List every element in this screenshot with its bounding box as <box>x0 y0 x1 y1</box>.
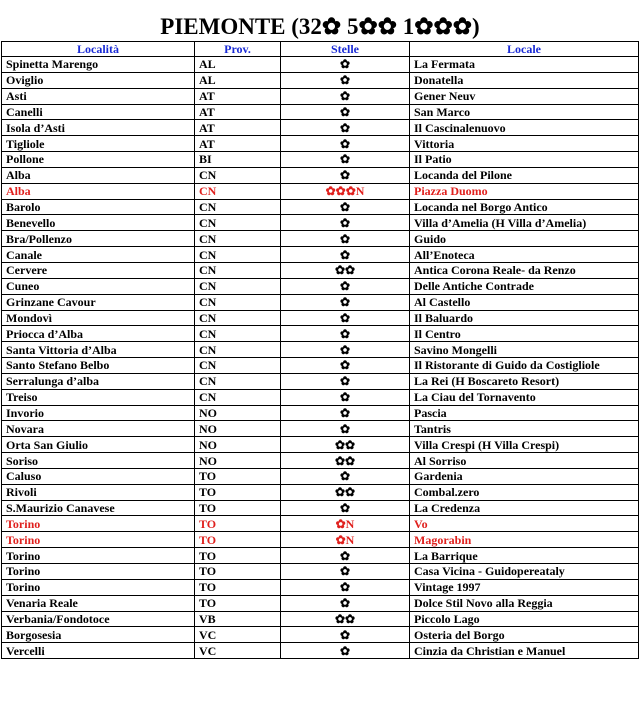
cell-stelle: ✿ <box>281 548 410 564</box>
cell-locale: Dolce Stil Novo alla Reggia <box>410 595 639 611</box>
cell-prov: CN <box>195 278 281 294</box>
cell-localita: Isola d’Asti <box>2 120 195 136</box>
cell-localita: Spinetta Marengo <box>2 57 195 73</box>
cell-localita: Mondovì <box>2 310 195 326</box>
cell-stelle: ✿ <box>281 579 410 595</box>
cell-locale: La Ciau del Tornavento <box>410 389 639 405</box>
table-row <box>2 104 639 120</box>
cell-locale: Tantris <box>410 421 639 437</box>
table-row <box>2 532 639 548</box>
cell-stelle: ✿ <box>281 104 410 120</box>
cell-stelle: ✿ <box>281 199 410 215</box>
table-row <box>2 627 639 643</box>
table-row <box>2 611 639 627</box>
cell-locale: Villa d’Amelia (H Villa d’Amelia) <box>410 215 639 231</box>
table-row <box>2 342 639 358</box>
cell-stelle: ✿ <box>281 358 410 374</box>
cell-stelle: ✿ <box>281 152 410 168</box>
cell-prov: TO <box>195 500 281 516</box>
cell-prov: AT <box>195 88 281 104</box>
cell-stelle: ✿✿ <box>281 611 410 627</box>
cell-locale: Locanda nel Borgo Antico <box>410 199 639 215</box>
cell-localita: Alba <box>2 183 195 199</box>
cell-stelle: ✿✿ <box>281 453 410 469</box>
cell-locale: Vintage 1997 <box>410 579 639 595</box>
cell-prov: CN <box>195 231 281 247</box>
cell-localita: Canelli <box>2 104 195 120</box>
cell-localita: Canale <box>2 247 195 263</box>
cell-localita: Orta San Giulio <box>2 437 195 453</box>
table-row <box>2 199 639 215</box>
table-row <box>2 120 639 136</box>
cell-prov: TO <box>195 595 281 611</box>
cell-locale: La Barrique <box>410 548 639 564</box>
table-row <box>2 247 639 263</box>
cell-stelle: ✿ <box>281 627 410 643</box>
cell-locale: Casa Vicina - Guidopereataly <box>410 564 639 580</box>
cell-prov: BI <box>195 152 281 168</box>
table-row <box>2 373 639 389</box>
cell-localita: Torino <box>2 579 195 595</box>
cell-localita: Cervere <box>2 262 195 278</box>
cell-locale: Il Patio <box>410 152 639 168</box>
cell-localita: Santa Vittoria d’Alba <box>2 342 195 358</box>
cell-localita: Priocca d’Alba <box>2 326 195 342</box>
cell-stelle: ✿ <box>281 389 410 405</box>
cell-locale: All’Enoteca <box>410 247 639 263</box>
cell-prov: NO <box>195 437 281 453</box>
cell-stelle: ✿ <box>281 643 410 659</box>
cell-prov: AL <box>195 57 281 73</box>
cell-prov: TO <box>195 532 281 548</box>
cell-localita: Venaria Reale <box>2 595 195 611</box>
cell-prov: TO <box>195 468 281 484</box>
cell-localita: Grinzane Cavour <box>2 294 195 310</box>
cell-locale: Piazza Duomo <box>410 183 639 199</box>
table-row <box>2 548 639 564</box>
cell-prov: TO <box>195 548 281 564</box>
cell-locale: Gardenia <box>410 468 639 484</box>
cell-stelle: ✿ <box>281 231 410 247</box>
cell-locale: Locanda del Pilone <box>410 167 639 183</box>
cell-localita: Serralunga d’alba <box>2 373 195 389</box>
table-row <box>2 278 639 294</box>
cell-localita: Soriso <box>2 453 195 469</box>
cell-stelle: ✿✿ <box>281 437 410 453</box>
cell-prov: CN <box>195 199 281 215</box>
cell-stelle: ✿✿ <box>281 484 410 500</box>
table-row <box>2 516 639 532</box>
cell-prov: TO <box>195 579 281 595</box>
cell-locale: Combal.zero <box>410 484 639 500</box>
cell-locale: Il Ristorante di Guido da Costigliole <box>410 358 639 374</box>
cell-stelle: ✿ <box>281 595 410 611</box>
cell-locale: Pascia <box>410 405 639 421</box>
cell-stelle: ✿ <box>281 167 410 183</box>
table-body <box>2 57 639 659</box>
cell-prov: CN <box>195 310 281 326</box>
table-row <box>2 136 639 152</box>
table-row <box>2 564 639 580</box>
cell-locale: Vittoria <box>410 136 639 152</box>
cell-prov: CN <box>195 358 281 374</box>
table-row <box>2 468 639 484</box>
cell-stelle: ✿ <box>281 421 410 437</box>
cell-locale: La Fermata <box>410 57 639 73</box>
cell-localita: Santo Stefano Belbo <box>2 358 195 374</box>
cell-stelle: ✿ <box>281 373 410 389</box>
cell-stelle: ✿ <box>281 57 410 73</box>
table-row <box>2 310 639 326</box>
table-row <box>2 294 639 310</box>
cell-stelle: ✿ <box>281 342 410 358</box>
cell-locale: Antica Corona Reale- da Renzo <box>410 262 639 278</box>
cell-prov: AT <box>195 120 281 136</box>
cell-stelle: ✿N <box>281 516 410 532</box>
cell-localita: Oviglio <box>2 72 195 88</box>
header-stelle: Stelle <box>281 42 410 57</box>
table-row <box>2 453 639 469</box>
cell-stelle: ✿ <box>281 326 410 342</box>
cell-prov: VB <box>195 611 281 627</box>
table-row <box>2 358 639 374</box>
cell-localita: Rivoli <box>2 484 195 500</box>
table-row <box>2 500 639 516</box>
cell-prov: CN <box>195 326 281 342</box>
cell-stelle: ✿✿ <box>281 262 410 278</box>
cell-prov: CN <box>195 342 281 358</box>
cell-locale: Cinzia da Christian e Manuel <box>410 643 639 659</box>
cell-prov: CN <box>195 389 281 405</box>
cell-localita: Bra/Pollenzo <box>2 231 195 247</box>
cell-locale: Gener Neuv <box>410 88 639 104</box>
table-row <box>2 72 639 88</box>
cell-localita: Benevello <box>2 215 195 231</box>
table-row <box>2 57 639 73</box>
cell-locale: La Credenza <box>410 500 639 516</box>
cell-localita: Verbania/Fondotoce <box>2 611 195 627</box>
table-row <box>2 152 639 168</box>
table-row <box>2 405 639 421</box>
cell-locale: Donatella <box>410 72 639 88</box>
cell-localita: Asti <box>2 88 195 104</box>
table-row <box>2 389 639 405</box>
cell-locale: Il Baluardo <box>410 310 639 326</box>
cell-locale: La Rei (H Boscareto Resort) <box>410 373 639 389</box>
cell-locale: Guido <box>410 231 639 247</box>
table-row <box>2 167 639 183</box>
cell-prov: VC <box>195 627 281 643</box>
cell-prov: AL <box>195 72 281 88</box>
table-row <box>2 643 639 659</box>
cell-localita: Barolo <box>2 199 195 215</box>
table-row <box>2 484 639 500</box>
table-header-row <box>2 42 639 57</box>
table-row <box>2 579 639 595</box>
cell-locale: Al Castello <box>410 294 639 310</box>
cell-locale: Vo <box>410 516 639 532</box>
header-locale: Locale <box>410 42 639 57</box>
cell-stelle: ✿ <box>281 120 410 136</box>
cell-localita: S.Maurizio Canavese <box>2 500 195 516</box>
restaurant-table <box>1 41 639 659</box>
cell-localita: Invorio <box>2 405 195 421</box>
cell-locale: San Marco <box>410 104 639 120</box>
cell-prov: CN <box>195 183 281 199</box>
cell-locale: Delle Antiche Contrade <box>410 278 639 294</box>
cell-localita: Novara <box>2 421 195 437</box>
cell-stelle: ✿ <box>281 247 410 263</box>
cell-locale: Piccolo Lago <box>410 611 639 627</box>
cell-prov: TO <box>195 484 281 500</box>
cell-stelle: ✿ <box>281 564 410 580</box>
cell-prov: CN <box>195 167 281 183</box>
cell-localita: Torino <box>2 564 195 580</box>
cell-stelle: ✿ <box>281 72 410 88</box>
cell-stelle: ✿ <box>281 405 410 421</box>
table-row <box>2 421 639 437</box>
cell-prov: TO <box>195 564 281 580</box>
header-localita: Località <box>2 42 195 57</box>
cell-locale: Il Cascinalenuovo <box>410 120 639 136</box>
cell-prov: CN <box>195 262 281 278</box>
cell-prov: NO <box>195 405 281 421</box>
cell-localita: Alba <box>2 167 195 183</box>
cell-locale: Il Centro <box>410 326 639 342</box>
cell-localita: Torino <box>2 516 195 532</box>
table-row <box>2 215 639 231</box>
cell-localita: Borgosesia <box>2 627 195 643</box>
cell-prov: CN <box>195 247 281 263</box>
cell-locale: Villa Crespi (H Villa Crespi) <box>410 437 639 453</box>
cell-stelle: ✿ <box>281 278 410 294</box>
cell-localita: Vercelli <box>2 643 195 659</box>
cell-prov: NO <box>195 453 281 469</box>
cell-localita: Treiso <box>2 389 195 405</box>
cell-localita: Torino <box>2 548 195 564</box>
cell-locale: Al Sorriso <box>410 453 639 469</box>
cell-stelle: ✿N <box>281 532 410 548</box>
cell-stelle: ✿ <box>281 500 410 516</box>
cell-prov: VC <box>195 643 281 659</box>
cell-stelle: ✿ <box>281 88 410 104</box>
cell-prov: TO <box>195 516 281 532</box>
table-row <box>2 437 639 453</box>
table-row <box>2 595 639 611</box>
cell-prov: AT <box>195 104 281 120</box>
cell-localita: Torino <box>2 532 195 548</box>
cell-localita: Cuneo <box>2 278 195 294</box>
cell-stelle: ✿ <box>281 310 410 326</box>
table-row <box>2 262 639 278</box>
cell-locale: Savino Mongelli <box>410 342 639 358</box>
page-title: PIEMONTE (32✿ 5✿✿ 1✿✿✿) <box>160 14 480 39</box>
cell-localita: Pollone <box>2 152 195 168</box>
table-row <box>2 88 639 104</box>
cell-stelle: ✿ <box>281 136 410 152</box>
cell-localita: Tigliole <box>2 136 195 152</box>
cell-stelle: ✿ <box>281 294 410 310</box>
table-row <box>2 326 639 342</box>
cell-stelle: ✿ <box>281 468 410 484</box>
cell-locale: Osteria del Borgo <box>410 627 639 643</box>
cell-locale: Magorabin <box>410 532 639 548</box>
cell-prov: CN <box>195 215 281 231</box>
cell-stelle: ✿ <box>281 215 410 231</box>
cell-prov: AT <box>195 136 281 152</box>
cell-localita: Caluso <box>2 468 195 484</box>
cell-stelle: ✿✿✿N <box>281 183 410 199</box>
header-prov: Prov. <box>195 42 281 57</box>
cell-prov: NO <box>195 421 281 437</box>
table-row <box>2 231 639 247</box>
cell-prov: CN <box>195 373 281 389</box>
cell-prov: CN <box>195 294 281 310</box>
table-row <box>2 183 639 199</box>
